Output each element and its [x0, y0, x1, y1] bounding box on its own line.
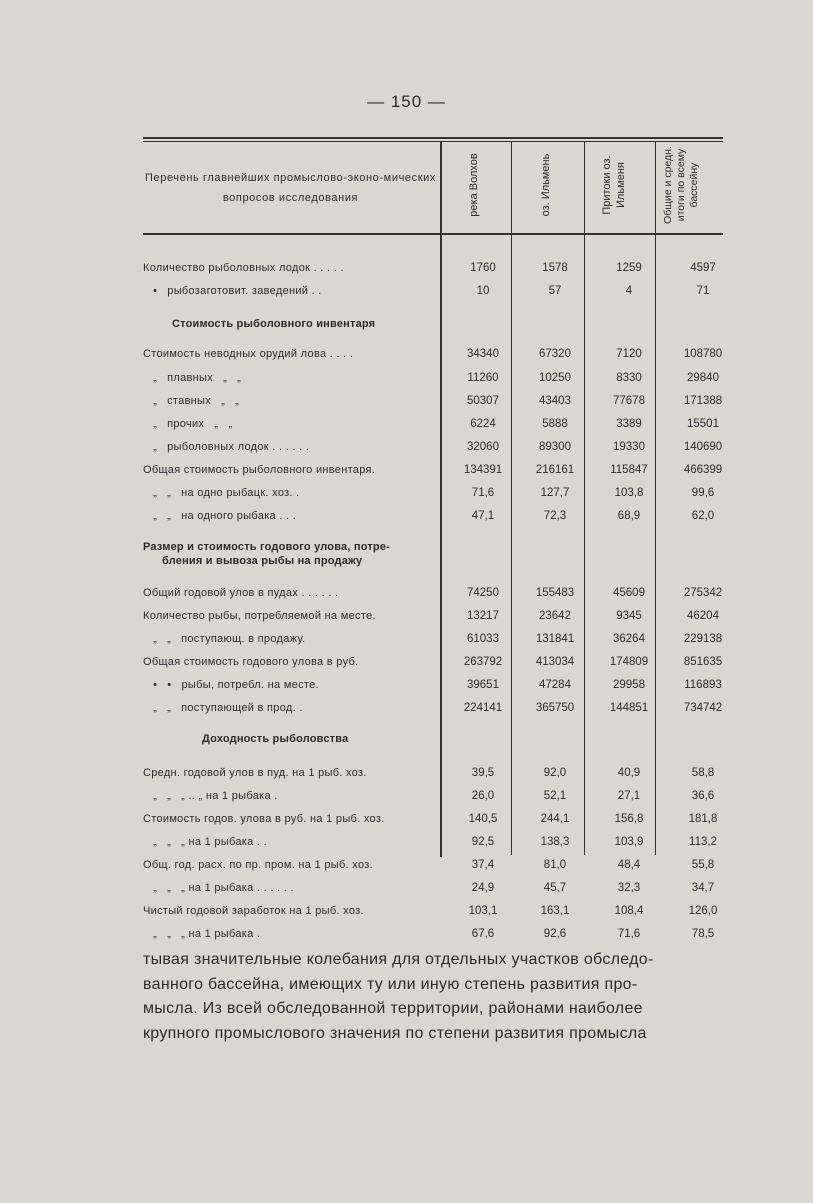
cell-value: 171388 — [683, 395, 723, 407]
cell-value: 181,8 — [688, 813, 718, 825]
cell-value: 7120 — [616, 348, 642, 360]
cell-value: 9345 — [616, 610, 642, 622]
cell-value: 113,2 — [689, 836, 717, 848]
cell-value: 263792 — [463, 656, 503, 668]
cell-value: 5888 — [542, 418, 568, 430]
cell-value: 32060 — [467, 441, 499, 453]
section-title-profit: Доходность рыболовства — [202, 733, 349, 745]
table-row — [143, 676, 723, 699]
cell-value: 55,8 — [691, 859, 715, 871]
table-row — [143, 925, 723, 948]
row-label: Средн. годовой улов в пуд. на 1 рыб. хоз. — [143, 767, 367, 779]
cell-value: 19330 — [613, 441, 645, 453]
cell-value: 116893 — [684, 679, 722, 691]
top-rule-thin — [143, 141, 723, 142]
table-row — [143, 833, 723, 856]
cell-value: 851635 — [683, 656, 723, 668]
body-line: крупного промыслового значения по степени развития промысла — [143, 1024, 647, 1042]
table-row — [143, 699, 723, 722]
cell-value: 140690 — [683, 441, 723, 453]
cell-value: 4597 — [690, 262, 716, 274]
table-row — [143, 902, 723, 925]
cell-value: 61033 — [467, 633, 499, 645]
row-label: Стоимость годов. улова в руб. на 1 рыб. хоз. — [143, 813, 385, 825]
cell-value: 174809 — [609, 656, 649, 668]
body-line: тывая значительные колебания для отдельных участков обследо- — [143, 951, 654, 968]
cell-value: 71,6 — [471, 487, 495, 499]
cell-value: 74250 — [467, 587, 499, 599]
table-row — [143, 787, 723, 810]
cell-value: 29958 — [613, 679, 645, 691]
table-row — [143, 856, 723, 879]
top-rule — [143, 137, 723, 139]
row-label: „ прочих „ „ — [143, 418, 233, 430]
cell-value: 3389 — [616, 418, 642, 430]
cell-value: 39651 — [467, 679, 499, 691]
page-number: — 150 — — [367, 92, 446, 111]
row-label: „ рыболовных лодок . . . . . . — [143, 441, 310, 453]
cell-value: 108,4 — [614, 905, 644, 917]
cell-value: 140,5 — [468, 813, 498, 825]
row-label: • • рыбы, потребл. на месте. — [143, 679, 319, 691]
cell-value: 71,6 — [617, 928, 641, 940]
table-row — [143, 415, 723, 438]
table-row — [143, 345, 723, 368]
table-row — [143, 392, 723, 415]
cell-value: 108780 — [683, 348, 723, 360]
cell-value: 34,7 — [691, 882, 715, 894]
cell-value: 72,3 — [543, 510, 567, 522]
row-label: „ „ на одно рыбацк. хоз. . — [143, 487, 300, 499]
cell-value: 10250 — [539, 372, 571, 384]
table-row — [143, 653, 723, 676]
cell-value: 29840 — [687, 372, 719, 384]
cell-value: 36264 — [613, 633, 645, 645]
cell-value: 163,1 — [540, 905, 570, 917]
cell-value: 144851 — [609, 702, 649, 714]
cell-value: 36,6 — [691, 790, 715, 802]
cell-value: 27,1 — [617, 790, 641, 802]
cell-value: 67,6 — [471, 928, 495, 940]
row-label: „ ставных „ „ — [143, 395, 240, 407]
cell-value: 1259 — [616, 262, 642, 274]
cell-value: 413034 — [535, 656, 575, 668]
row-label: „ „ „ на 1 рыбака . . . . . . — [143, 882, 294, 894]
cell-value: 67320 — [539, 348, 571, 360]
table-row — [143, 282, 723, 305]
cell-value: 39,5 — [471, 767, 495, 779]
cell-value: 1760 — [470, 262, 496, 274]
row-label: „ „ „ на 1 рыбака . — [143, 928, 261, 940]
cell-value: 10 — [476, 285, 490, 297]
cell-value: 52,1 — [543, 790, 567, 802]
cell-value: 115847 — [610, 464, 648, 476]
table-row — [143, 764, 723, 787]
cell-value: 78,5 — [691, 928, 715, 940]
cell-value: 37,4 — [471, 859, 495, 871]
cell-value: 62,0 — [691, 510, 715, 522]
cell-value: 47284 — [539, 679, 571, 691]
cell-value: 131841 — [535, 633, 575, 645]
table-row — [143, 810, 723, 833]
table-row — [143, 461, 723, 484]
table-row — [143, 438, 723, 461]
row-label: „ плавных „ „ — [143, 372, 242, 384]
row-label: „ „ поступающ. в продажу. — [143, 633, 306, 645]
row-label: Общ. год. расх. по пр. пром. на 1 рыб. хоз. — [143, 859, 373, 871]
cell-value: 216161 — [535, 464, 575, 476]
row-label: Общая стоимость годового улова в руб. — [143, 656, 359, 668]
row-label: Чистый годовой заработок на 1 рыб. хоз. — [143, 905, 364, 917]
row-label: „ „ на одного рыбака . . . — [143, 510, 297, 522]
cell-value: 46204 — [687, 610, 719, 622]
cell-value: 15501 — [687, 418, 719, 430]
cell-value: 58,8 — [691, 767, 715, 779]
cell-value: 127,7 — [540, 487, 570, 499]
table-row — [143, 879, 723, 902]
column-header-tributaries: Притоки оз. Ильменя — [601, 155, 627, 215]
row-label: „ „ „ .. „ на 1 рыбака . — [143, 790, 278, 802]
table-row — [143, 584, 723, 607]
cell-value: 40,9 — [617, 767, 641, 779]
body-line: мысла. Из всей обследованной территории, районами наиболее — [143, 1000, 643, 1017]
cell-value: 23642 — [539, 610, 571, 622]
cell-value: 32,3 — [617, 882, 641, 894]
cell-value: 26,0 — [471, 790, 495, 802]
section-title-catch-cont: бления и вывоза рыбы на продажу — [162, 555, 363, 567]
cell-value: 89300 — [539, 441, 571, 453]
cell-value: 45,7 — [543, 882, 567, 894]
section-title-inventory: Стоимость рыболовного инвентаря — [172, 318, 376, 330]
cell-value: 45609 — [613, 587, 645, 599]
body-line: ванного бассейна, имеющих ту или иную степень развития про- — [143, 975, 638, 993]
cell-value: 103,1 — [468, 905, 498, 917]
cell-value: 34340 — [467, 348, 499, 360]
header-bottom-rule — [143, 233, 723, 235]
cell-value: 734742 — [683, 702, 723, 714]
cell-value: 103,8 — [614, 487, 644, 499]
table-row — [143, 259, 723, 282]
cell-value: 13217 — [467, 610, 499, 622]
cell-value: 57 — [548, 285, 562, 297]
cell-value: 92,5 — [471, 836, 495, 848]
row-label: „ „ „ на 1 рыбака . . — [143, 836, 267, 848]
table-row — [143, 507, 723, 530]
cell-value: 92,0 — [543, 767, 567, 779]
table-row — [143, 369, 723, 392]
cell-value: 43403 — [539, 395, 571, 407]
row-label: Количество рыболовных лодок . . . . . — [143, 262, 344, 274]
row-label: Количество рыбы, потребляемой на месте. — [143, 610, 376, 622]
cell-value: 365750 — [535, 702, 575, 714]
table-row — [143, 630, 723, 653]
cell-value: 99,6 — [691, 487, 715, 499]
cell-value: 68,9 — [617, 510, 641, 522]
cell-value: 47,1 — [471, 510, 495, 522]
row-label: „ „ поступающей в прод. . — [143, 702, 303, 714]
cell-value: 92,6 — [543, 928, 567, 940]
cell-value: 11260 — [467, 372, 499, 384]
cell-value: 103,9 — [614, 836, 644, 848]
cell-value: 71 — [696, 285, 710, 297]
cell-value: 1578 — [542, 262, 568, 274]
table-header-label: Перечень главнейших промыслово-эконо-мических вопросов исследования — [145, 172, 436, 204]
cell-value: 134391 — [463, 464, 503, 476]
row-label: Стоимость неводных орудий лова . . . . — [143, 348, 354, 360]
cell-value: 24,9 — [471, 882, 495, 894]
column-header-ilmen: оз. Ильмень — [540, 153, 552, 217]
row-label: Общий годовой улов в пудах . . . . . . — [143, 587, 339, 599]
cell-value: 4 — [625, 285, 633, 297]
cell-value: 126,0 — [688, 905, 718, 917]
cell-value: 77678 — [613, 395, 645, 407]
cell-value: 6224 — [470, 418, 496, 430]
cell-value: 156,8 — [614, 813, 644, 825]
cell-value: 48,4 — [617, 859, 641, 871]
column-header-totals: Общие и средн. итоги по всему бассейну — [662, 146, 700, 224]
cell-value: 138,3 — [540, 836, 570, 848]
cell-value: 229138 — [683, 633, 723, 645]
table-row — [143, 484, 723, 507]
cell-value: 8330 — [616, 372, 642, 384]
body-paragraph — [143, 948, 728, 1046]
row-label: Общая стоимость рыболовного инвентаря. — [143, 464, 376, 476]
cell-value: 466399 — [683, 464, 723, 476]
cell-value: 50307 — [467, 395, 499, 407]
column-header-volkhov: река Волхов — [468, 153, 480, 217]
cell-value: 244,1 — [540, 813, 570, 825]
cell-value: 224141 — [463, 702, 503, 714]
cell-value: 155483 — [535, 587, 575, 599]
cell-value: 81,0 — [543, 859, 567, 871]
section-title-catch: Размер и стоимость годового улова, потре- — [143, 541, 391, 553]
cell-value: 275342 — [683, 587, 723, 599]
table-row — [143, 607, 723, 630]
row-label: • рыбозаготовит. заведений . . — [143, 285, 322, 297]
